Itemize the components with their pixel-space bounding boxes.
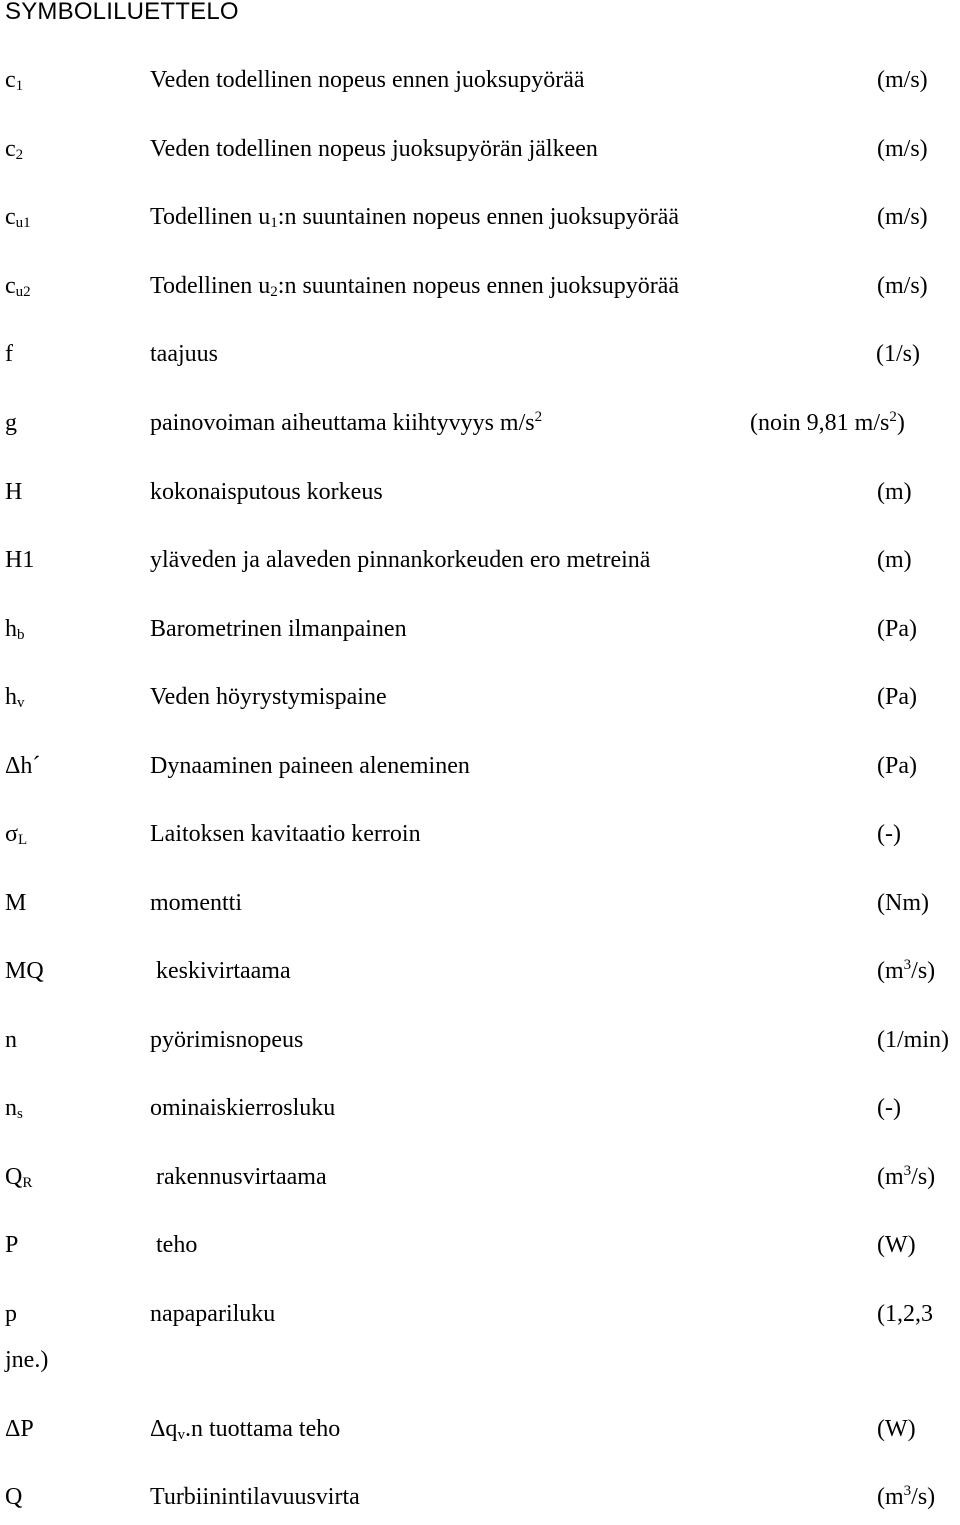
- symbol-description: Veden todellinen nopeus ennen juoksupyörää: [150, 67, 585, 93]
- symbol-row: [0, 1165, 960, 1205]
- symbol-row: [0, 891, 960, 931]
- symbol-unit: (Pa): [877, 616, 917, 642]
- symbol-unit: (-): [877, 821, 901, 847]
- symbol-unit-continuation: jne.): [5, 1347, 49, 1373]
- symbol: P: [5, 1232, 19, 1258]
- symbol: $n_s$: [5, 1095, 23, 1122]
- symbol-unit: (m): [877, 479, 912, 505]
- symbol-description: momentti: [150, 890, 242, 916]
- symbol-unit: (1/min): [877, 1027, 949, 1053]
- symbol-row: [0, 1485, 960, 1525]
- symbol-description: painovoiman aiheuttama kiihtyvyys $m/s^2$: [150, 409, 543, 436]
- symbol-row: [0, 1096, 960, 1136]
- symbol: n: [5, 1027, 17, 1053]
- symbol-description: rakennusvirtaama: [156, 1164, 327, 1190]
- symbol-row: [0, 617, 960, 657]
- symbol: g: [5, 410, 17, 436]
- symbol-unit: (1/s): [876, 341, 920, 367]
- symbol-description: ominaiskierrosluku: [150, 1095, 336, 1121]
- symbol-description: Laitoksen kavitaatio kerroin: [150, 821, 421, 847]
- symbol: $c_{u2}$: [5, 273, 31, 300]
- symbol-row: [0, 137, 960, 177]
- symbol-description: kokonaisputous korkeus: [150, 479, 383, 505]
- symbol-description: Todellinen $u_2:n$ suuntainen nopeus ennen juoksupyörää: [150, 273, 680, 300]
- symbol: M: [5, 890, 27, 916]
- symbol-row: [0, 548, 960, 588]
- symbol-row: [0, 1302, 960, 1382]
- symbol: $Q_R$: [5, 1164, 33, 1191]
- symbol-unit: (m/s): [877, 67, 928, 93]
- symbol-description: keskivirtaama: [156, 958, 291, 984]
- symbol-row: [0, 68, 960, 108]
- symbol: $c_{u1}$: [5, 204, 31, 231]
- symbol-unit: (Nm): [877, 890, 929, 916]
- symbol-description: $\Delta q_v.n$ tuottama teho: [150, 1416, 341, 1443]
- symbol-row: [0, 959, 960, 999]
- symbol: Q: [5, 1484, 23, 1510]
- symbol-description: Dynaaminen paineen aleneminen: [150, 753, 470, 779]
- symbol-row: [0, 1233, 960, 1273]
- symbol: p: [5, 1301, 17, 1327]
- symbol: $c_1$: [5, 67, 24, 94]
- symbol-row: [0, 480, 960, 520]
- symbol-description: Veden höyrystymispaine: [150, 684, 387, 710]
- symbol-description: napapariluku: [150, 1301, 276, 1327]
- symbol-description: Todellinen $u_1:n$ suuntainen nopeus ennen juoksupyörää: [150, 204, 680, 231]
- symbol-row: [0, 754, 960, 794]
- symbol-description: Barometrinen ilmanpainen: [150, 616, 407, 642]
- symbol: ΔP: [5, 1416, 34, 1442]
- symbol-row: [0, 685, 960, 725]
- symbol-unit: (Pa): [877, 684, 917, 710]
- symbol-unit: $(m^3/s)$: [877, 1163, 936, 1190]
- symbol-unit: (m/s): [877, 273, 928, 299]
- symbol: $h_v$: [5, 684, 25, 711]
- symbol-unit: $(m^3/s)$: [877, 1483, 936, 1510]
- symbol-unit: (noin 9,81 $m/s^2$): [750, 409, 905, 436]
- symbol-row: [0, 822, 960, 862]
- symbol-description: teho: [156, 1232, 198, 1258]
- page-title: SYMBOLILUETTELO: [5, 0, 239, 25]
- symbol-row: [0, 1417, 960, 1457]
- symbol-unit: (m/s): [877, 136, 928, 162]
- symbol: $h_b$: [5, 616, 25, 643]
- symbol-row: [0, 411, 960, 451]
- symbol-row: [0, 205, 960, 245]
- symbol: $\sigma_L$: [5, 821, 28, 848]
- symbol-description: taajuus: [150, 341, 218, 367]
- symbol-unit: (m): [877, 547, 912, 573]
- symbol-description: Veden todellinen nopeus juoksupyörän jälkeen: [150, 136, 598, 162]
- symbol-description: pyörimisnopeus: [150, 1027, 304, 1053]
- symbol-row: [0, 274, 960, 314]
- symbol: Δh´: [5, 753, 41, 779]
- symbol: H1: [5, 547, 35, 573]
- symbol-unit: (W): [877, 1416, 916, 1442]
- symbol: H: [5, 479, 23, 505]
- symbol-row: [0, 342, 960, 382]
- symbol-description: yläveden ja alaveden pinnankorkeuden ero metreinä: [150, 547, 651, 573]
- symbol-unit: (m/s): [877, 204, 928, 230]
- symbol-unit: (Pa): [877, 753, 917, 779]
- symbol-unit: (1,2,3: [877, 1301, 933, 1327]
- symbol-description: Turbiinintilavuusvirta: [150, 1484, 360, 1510]
- symbol-unit: (W): [877, 1232, 916, 1258]
- symbol: f: [5, 341, 13, 367]
- symbol-unit: $(m^3/s)$: [877, 957, 936, 984]
- symbol: $c_2$: [5, 136, 24, 163]
- symbol: MQ: [5, 958, 44, 984]
- symbol-unit: (-): [877, 1095, 901, 1121]
- symbol-row: [0, 1028, 960, 1068]
